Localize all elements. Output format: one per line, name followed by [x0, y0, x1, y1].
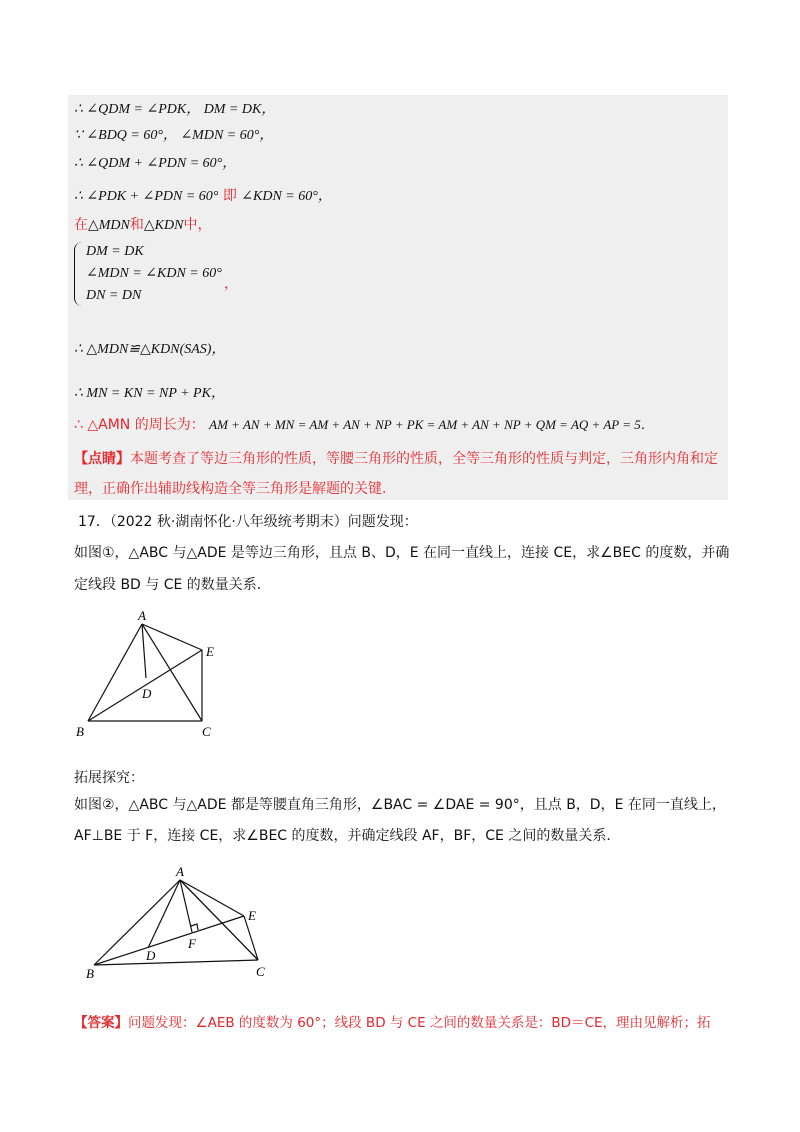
solution-line-4-part-a: ∴ ∠PDK + ∠PDN = 60° [74, 189, 219, 204]
segment-AF [180, 880, 192, 932]
figure-2-label-d: D [146, 948, 156, 963]
figure-1-svg [70, 605, 230, 740]
figure-2-label-b: B [86, 966, 94, 981]
note-line-1 [74, 449, 724, 469]
solution-line-8 [74, 415, 654, 435]
question-paragraph-4: AF⊥BE 于 F，连接 CE，求∠BEC 的度数，并确定线段 AF，BF，CE 之间的数量关系. [74, 828, 611, 844]
solution-line-3: ∴ ∠QDM + ∠PDN = 60°， [74, 156, 237, 171]
figure-2 [80, 864, 280, 988]
figure-1-label-a: A [138, 608, 146, 623]
solution-line-4-part-c: ∠KDN = 60°， [241, 189, 332, 204]
system-row-1: DM = DK [86, 244, 144, 259]
solution-line-5-part-c: 和 [129, 217, 144, 233]
solution-line-7: ∴ MN = KN = NP + PK， [74, 386, 225, 401]
system-row-3: DN = DN [86, 288, 142, 303]
segment-BC [94, 960, 258, 965]
solution-line-1: ∴ ∠QDM = ∠PDK， DM = DK， [74, 102, 276, 117]
segment-AE [142, 624, 202, 650]
solution-line-8-part-a: ∴ △AMN 的周长为： [74, 417, 205, 433]
figure-2-label-a: A [176, 864, 184, 879]
figure-1-label-e: E [206, 644, 214, 659]
segment-AC [142, 624, 202, 721]
right-angle-mark [191, 924, 198, 930]
figure-2-label-c: C [256, 964, 265, 979]
figure-1-label-c: C [202, 724, 211, 739]
note-line-2: 理，正确作出辅助线构造全等三角形是解题的关键. [74, 481, 387, 497]
segment-AD [142, 624, 146, 678]
note-text-1: 本题考查了等边三角形的性质，等腰三角形的性质，全等三角形的性质与判定，三角形内角和定 [130, 451, 718, 467]
solution-line-5-part-e: 中， [183, 217, 212, 233]
left-brace [74, 242, 83, 306]
answer-text: 问题发现：∠AEB 的度数为 60°；线段 BD 与 CE 之间的数量关系是：BD＝CE，理由见解析；拓 [128, 1015, 711, 1031]
solution-line-8-part-b: AM + AN + MN = AM + AN + NP + PK = AM + AN + NP + QM = AQ + AP = 5． [209, 417, 654, 432]
figure-1-label-b: B [76, 724, 84, 739]
question-paragraph-2: 定线段 BD 与 CE 的数量关系. [74, 577, 262, 593]
segment-AB [88, 624, 142, 721]
answer-line [74, 1013, 724, 1033]
solution-line-5-part-a: 在 [74, 217, 88, 233]
solution-line-4 [74, 186, 332, 207]
solution-line-5-part-d: △KDN [143, 218, 184, 233]
question-header: 17．（2022 秋·湖南怀化·八年级统考期末）问题发现： [78, 514, 418, 530]
figure-1 [70, 605, 230, 744]
extension-title: 拓展探究： [74, 770, 144, 786]
equation-system [74, 242, 274, 308]
solution-line-2: ∵ ∠BDQ = 60°， ∠MDN = 60°， [74, 128, 274, 143]
segment-AD [148, 880, 180, 948]
solution-line-5-part-b: △MDN [88, 218, 130, 233]
segment-AE [180, 880, 244, 916]
system-row-2: ∠MDN = ∠KDN = 60° [86, 266, 222, 281]
answer-tag: 【答案】 [74, 1015, 128, 1031]
figure-1-label-d: D [142, 686, 152, 701]
figure-2-svg [80, 864, 280, 984]
question-paragraph-3: 如图②，△ABC 与△ADE 都是等腰直角三角形，∠BAC = ∠DAE = 90°，且点 B，D，E 在同一直线上， [74, 797, 726, 813]
segment-AB [94, 880, 180, 965]
figure-2-label-f: F [188, 936, 196, 951]
solution-line-5 [74, 215, 211, 236]
system-end-comma: ， [224, 276, 238, 292]
note-tag: 【点睛】 [74, 451, 130, 467]
solution-line-4-part-b: 即 [222, 188, 237, 204]
figure-2-label-e: E [248, 908, 256, 923]
question-paragraph-1: 如图①，△ABC 与△ADE 是等边三角形，且点 B、D，E 在同一直线上，连接 CE，求∠BEC 的度数，并确 [74, 545, 730, 561]
solution-line-6: ∴ △MDN≌△KDN(SAS)， [74, 342, 226, 357]
